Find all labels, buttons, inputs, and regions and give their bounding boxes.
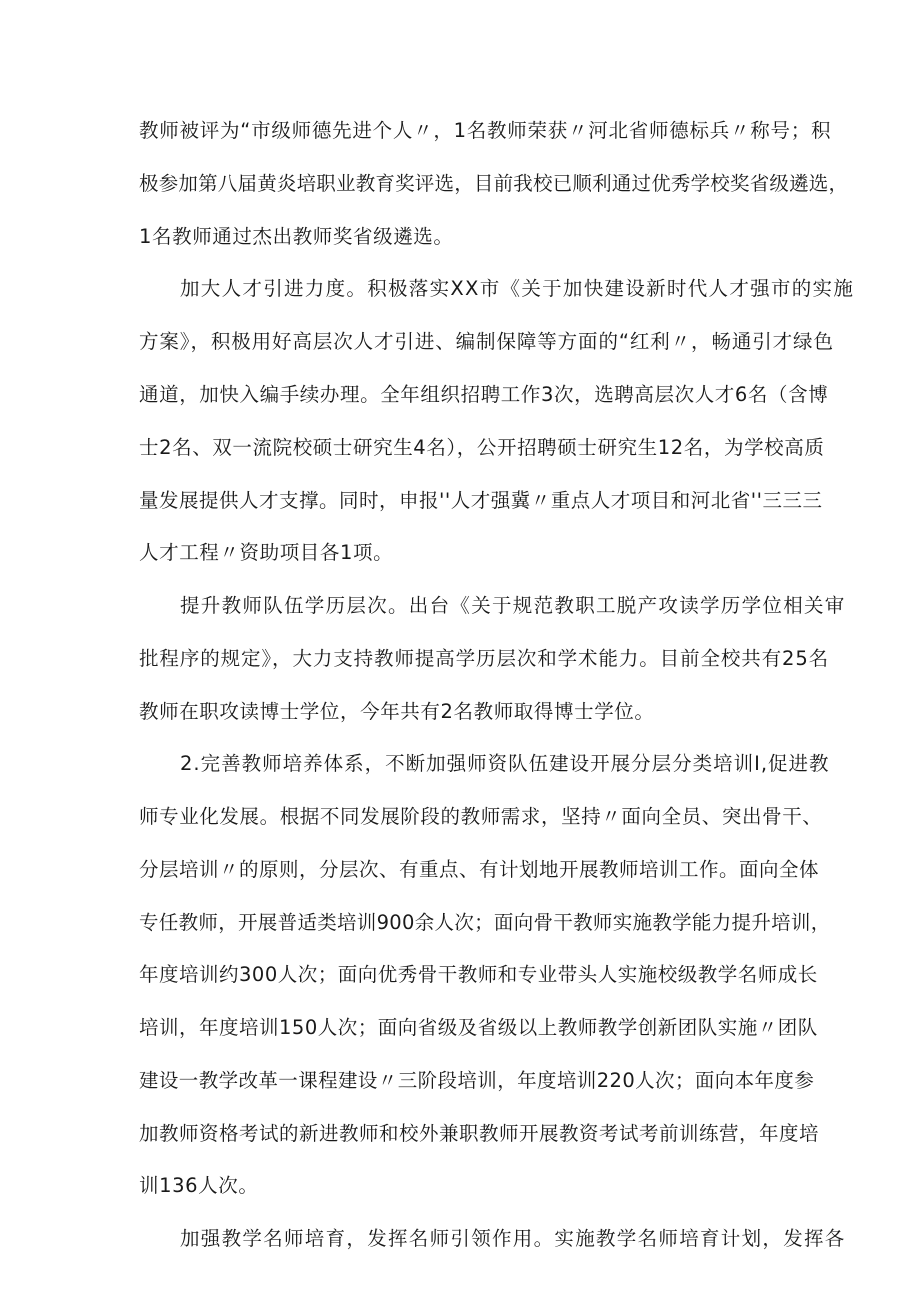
text-line: 加强教学名师培育，发挥名师引领作用。实施教学名师培育计划，发挥各 — [180, 1227, 846, 1250]
text-line: 士2名、双一流院校硕士研究生4名），公开招聘硕士研究生12名，为学校高质 — [139, 436, 825, 459]
text-line: 师专业化发展。根据不同发展阶段的教师需求，坚持〃面向全员、突出骨干、 — [139, 805, 823, 828]
text-line: 量发展提供人才支撑。同时，申报''人才强冀〃重点人才项目和河北省''三三三 — [139, 489, 823, 512]
section-heading-line: 2.完善教师培养体系，不断加强师资队伍建设开展分层分类培训I,促进教 — [180, 752, 830, 775]
text-line: 分层培训〃的原则，分层次、有重点、有计划地开展教师培训工作。面向全体 — [139, 858, 820, 881]
text-line: 人才工程〃资助项目各1项。 — [139, 541, 394, 564]
text-line: 方案》，积极用好高层次人才引进、编制保障等方面的“红利〃，畅通引才绿色 — [139, 330, 834, 353]
text-line: 1名教师通过杰出教师奖省级遴选。 — [139, 225, 454, 248]
text-line: 通道，加快入编手续办理。全年组织招聘工作3次，选聘高层次人才6名（含博 — [139, 383, 829, 406]
text-line: 加教师资格考试的新进教师和校外兼职教师开展教资考试考前训练营，年度培 — [139, 1122, 820, 1145]
text-line: 训136人次。 — [139, 1174, 259, 1197]
text-line: 批程序的规定》，大力支持教师提高学历层次和学术能力。目前全校共有25名 — [139, 647, 830, 670]
text-line: 教师被评为“市级师德先进个人〃，1名教师荣获〃河北省师德标兵〃称号；积 — [139, 119, 832, 142]
text-line: 加大人才引进力度。积极落实XX市《关于加快建设新时代人才强市的实施 — [180, 277, 855, 300]
text-line: 专任教师，开展普适类培训900余人次；面向骨干教师实施教学能力提升培训， — [139, 911, 831, 934]
text-line: 提升教师队伍学历层次。出台《关于规范教职工脱产攻读学历学位相关审 — [180, 594, 846, 617]
text-line: 培训，年度培训150人次；面向省级及省级以上教师教学创新团队实施〃团队 — [139, 1016, 818, 1039]
text-line: 建设一教学改革一课程建设〃三阶段培训，年度培训220人次；面向本年度参 — [139, 1069, 815, 1092]
text-line: 教师在职攻读博士学位，今年共有2名教师取得博士学位。 — [139, 700, 655, 723]
text-line: 年度培训约300人次；面向优秀骨干教师和专业带头人实施校级教学名师成长 — [139, 963, 818, 986]
text-line: 极参加第八届黄炎培职业教育奖评选，目前我校已顺利通过优秀学校奖省级遴选， — [139, 172, 849, 195]
